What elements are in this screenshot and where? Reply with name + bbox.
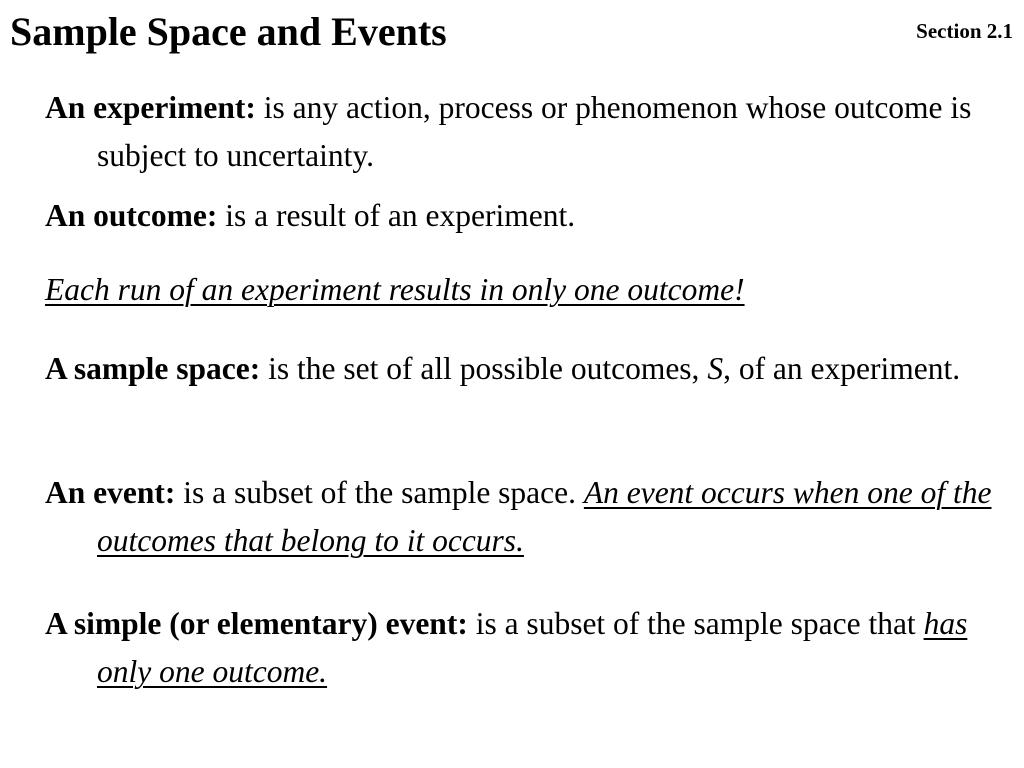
term-experiment: An experiment: bbox=[45, 90, 256, 125]
term-sample-space: A sample space: bbox=[45, 351, 261, 386]
definition-experiment bbox=[45, 84, 995, 180]
definition-event bbox=[45, 469, 995, 565]
term-simple-event-b: or elementary bbox=[179, 606, 368, 641]
definition-text: is any action, process or phenomenon whose outcome is subject to uncertainty. bbox=[97, 90, 972, 173]
term-event: An event: bbox=[45, 475, 176, 510]
key-note: Each run of an experiment results in only one outcome! bbox=[45, 272, 745, 307]
definition-text: is a subset of the sample space that bbox=[467, 606, 924, 641]
term-simple-event-c: ) event: bbox=[367, 606, 468, 641]
definition-outcome bbox=[45, 192, 995, 240]
page-title: Sample Space and Events bbox=[10, 9, 447, 54]
definition-text: is the set of all possible outcomes, bbox=[260, 351, 708, 386]
definition-simple-event bbox=[45, 600, 995, 696]
term-outcome: An outcome: bbox=[45, 198, 218, 233]
definition-text: is a result of an experiment. bbox=[217, 198, 576, 233]
section-label: Section 2.1 bbox=[916, 19, 1013, 43]
definition-text: is a subset of the sample space. bbox=[175, 475, 584, 510]
simple-event-emphasis: has only one outcome. bbox=[97, 606, 968, 689]
term-simple-event-a: A simple ( bbox=[45, 606, 180, 641]
definition-sample-space bbox=[45, 345, 995, 393]
sample-space-symbol: S bbox=[707, 351, 724, 386]
event-emphasis: An event occurs when one of the outcomes that belong to it occurs. bbox=[97, 475, 992, 558]
definition-text-end: , of an experiment. bbox=[723, 351, 961, 386]
